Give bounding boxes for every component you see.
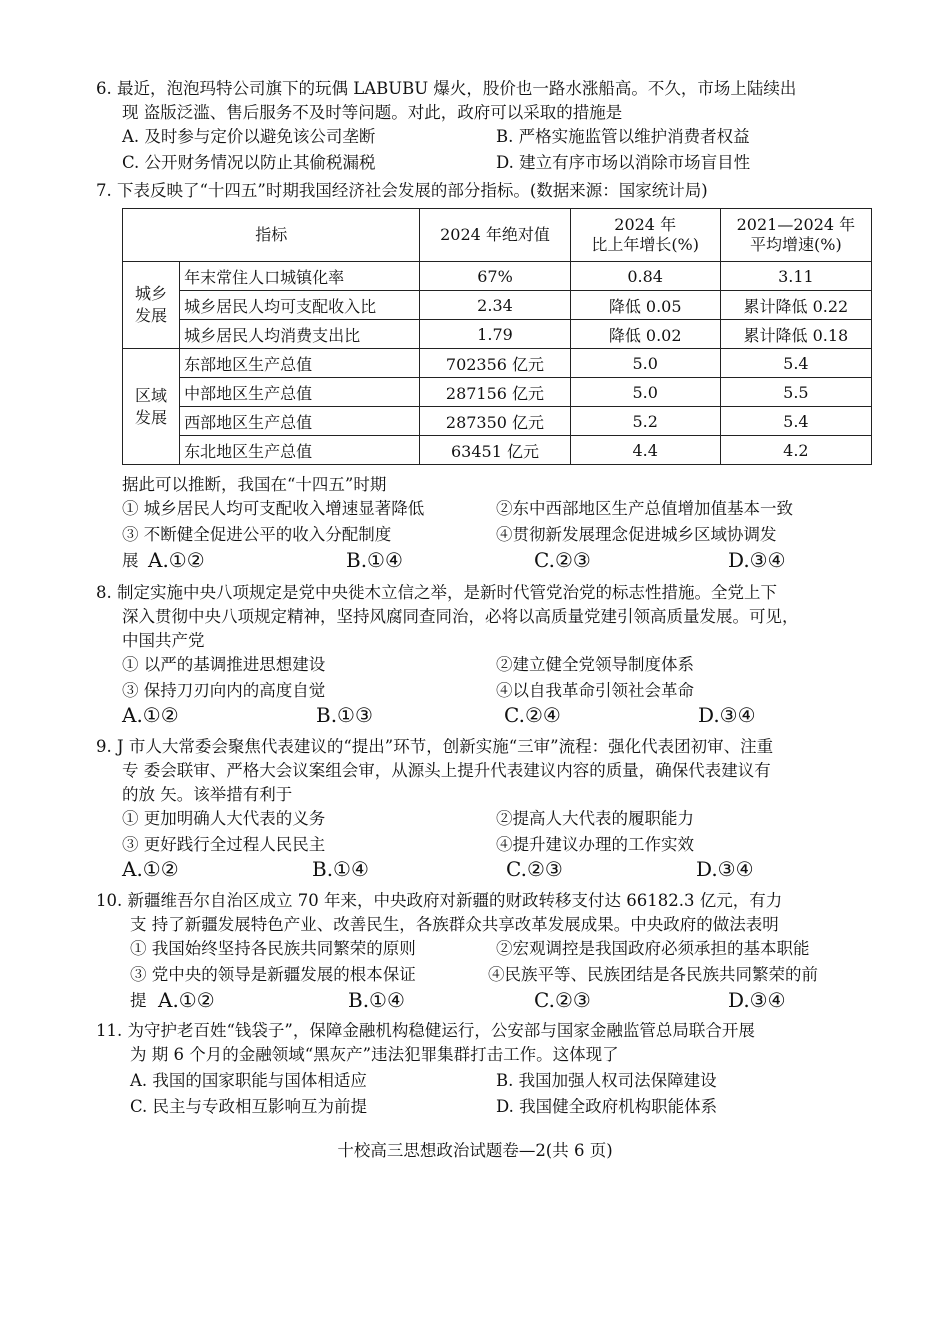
row-growth: 5.0 xyxy=(570,349,720,378)
q7-statement-4: ④贯彻新发展理念促进城乡区域协调发 xyxy=(496,525,777,544)
q7-stem: 7. 下表反映了“十四五”时期我国经济社会发展的部分指标。(数据来源：国家统计局) xyxy=(96,181,708,200)
q10-statement-4-tail: 提 xyxy=(130,991,147,1010)
q8-option-a: A.①② xyxy=(122,703,179,727)
q7-lead: 据此可以推断，我国在“十四五”时期 xyxy=(122,475,387,494)
group-urban-rural: 城乡 发展 xyxy=(123,262,180,349)
indicator-table xyxy=(122,208,872,465)
row-abs: 287156 亿元 xyxy=(420,378,570,407)
row-name: 中部地区生产总值 xyxy=(180,378,420,407)
q9-statement-1: ① 更加明确人大代表的义务 xyxy=(122,809,326,828)
q6-option-b: B. 严格实施监管以维护消费者权益 xyxy=(496,127,750,146)
q11-option-d: D. 我国健全政府机构职能体系 xyxy=(496,1097,718,1116)
q7-statement-2: ②东中西部地区生产总值增加值基本一致 xyxy=(496,499,793,518)
row-growth: 降低 0.05 xyxy=(570,291,720,320)
row-avg: 5.5 xyxy=(720,378,871,407)
row-avg: 累计降低 0.18 xyxy=(720,320,871,349)
q6-option-c: C. 公开财务情况以防止其偷税漏税 xyxy=(122,153,376,172)
table-header-row xyxy=(123,209,872,262)
q9-statement-4: ④提升建议办理的工作实效 xyxy=(496,835,694,854)
row-avg: 5.4 xyxy=(720,349,871,378)
row-name: 西部地区生产总值 xyxy=(180,407,420,436)
q10-option-d: D.③④ xyxy=(728,988,786,1012)
q10-statement-2: ②宏观调控是我国政府必须承担的基本职能 xyxy=(496,939,810,958)
row-growth: 4.4 xyxy=(570,436,720,465)
table-row xyxy=(123,436,872,465)
q8-statement-4: ④以自我革命引领社会革命 xyxy=(496,681,694,700)
q8-statement-1: ① 以严的基调推进思想建设 xyxy=(122,655,326,674)
q9-statement-2: ②提高人大代表的履职能力 xyxy=(496,809,694,828)
q6-stem-line2: 现 盗版泛滥、售后服务不及时等问题。对此，政府可以采取的措施是 xyxy=(122,103,623,122)
q9-option-d: D.③④ xyxy=(696,857,754,881)
header-indicator: 指标 xyxy=(123,209,420,262)
q6-option-d: D. 建立有序市场以消除市场盲目性 xyxy=(496,153,751,172)
row-name: 年末常住人口城镇化率 xyxy=(180,262,420,291)
q7-statement-4-tail: 展 xyxy=(122,551,139,570)
table-row xyxy=(123,291,872,320)
q8-option-c: C.②④ xyxy=(504,703,561,727)
q10-statement-3: ③ 党中央的领导是新疆发展的根本保证 xyxy=(130,965,416,984)
q6-option-a: A. 及时参与定价以避免该公司垄断 xyxy=(122,127,376,146)
q9-stem-line2: 专 委会联审、严格大会议案组会审，从源头上提升代表建议内容的质量，确保代表建议有 xyxy=(122,761,771,780)
q7-option-a: A.①② xyxy=(148,548,205,572)
q11-stem-line1: 11. 为守护老百姓“钱袋子”，保障金融机构稳健运行，公安部与国家金融监管总局联合开展 xyxy=(96,1021,755,1040)
q9-statement-3: ③ 更好践行全过程人民民主 xyxy=(122,835,326,854)
q10-option-a: A.①② xyxy=(158,988,215,1012)
header-average: 2021—2024 年 平均增速(%) xyxy=(720,209,871,262)
q8-option-d: D.③④ xyxy=(698,703,756,727)
q8-stem-line3: 中国共产党 xyxy=(122,631,205,650)
row-name: 东部地区生产总值 xyxy=(180,349,420,378)
q11-stem-line2: 为 期 6 个月的金融领域“黑灰产”违法犯罪集群打击工作。这体现了 xyxy=(130,1045,619,1064)
q8-statement-2: ②建立健全党领导制度体系 xyxy=(496,655,694,674)
q7-option-d: D.③④ xyxy=(728,548,786,572)
row-avg: 5.4 xyxy=(720,407,871,436)
row-abs: 1.79 xyxy=(420,320,570,349)
row-abs: 287350 亿元 xyxy=(420,407,570,436)
row-avg: 4.2 xyxy=(720,436,871,465)
row-growth: 0.84 xyxy=(570,262,720,291)
q9-option-a: A.①② xyxy=(122,857,179,881)
header-absolute: 2024 年绝对值 xyxy=(420,209,570,262)
row-name: 东北地区生产总值 xyxy=(180,436,420,465)
q8-statement-3: ③ 保持刀刃向内的高度自觉 xyxy=(122,681,326,700)
row-growth: 5.0 xyxy=(570,378,720,407)
row-avg: 3.11 xyxy=(720,262,871,291)
q11-option-b: B. 我国加强人权司法保障建设 xyxy=(496,1071,717,1090)
row-avg: 累计降低 0.22 xyxy=(720,291,871,320)
q10-stem-line1: 10. 新疆维吾尔自治区成立 70 年来，中央政府对新疆的财政转移支付达 66182.3 亿元，有力 xyxy=(96,891,783,910)
q9-stem-line3: 的放 矢。该举措有利于 xyxy=(122,785,293,804)
page-footer: 十校高三思想政治试题卷—2(共 6 页) xyxy=(337,1141,613,1160)
table-row xyxy=(123,320,872,349)
q7-statement-1: ① 城乡居民人均可支配收入增速显著降低 xyxy=(122,499,425,518)
q10-statement-4: ④民族平等、民族团结是各民族共同繁荣的前 xyxy=(488,965,818,984)
q7-option-b: B.①④ xyxy=(346,548,403,572)
row-abs: 2.34 xyxy=(420,291,570,320)
q6-stem-line1: 6. 最近，泡泡玛特公司旗下的玩偶 LABUBU 爆火，股价也一路水涨船高。不久，市场上陆续出 xyxy=(96,79,797,98)
q10-stem-line2: 支 持了新疆发展特色产业、改善民生，各族群众共享改革发展成果。中央政府的做法表明 xyxy=(130,915,779,934)
row-abs: 63451 亿元 xyxy=(420,436,570,465)
table-row xyxy=(123,349,872,378)
q7-option-c: C.②③ xyxy=(534,548,591,572)
q10-option-b: B.①④ xyxy=(348,988,405,1012)
q11-option-a: A. 我国的国家职能与国体相适应 xyxy=(130,1071,367,1090)
row-growth: 5.2 xyxy=(570,407,720,436)
q8-option-b: B.①③ xyxy=(316,703,373,727)
q8-stem-line1: 8. 制定实施中央八项规定是党中央徙木立信之举，是新时代管党治党的标志性措施。全党上下 xyxy=(96,583,777,602)
row-name: 城乡居民人均消费支出比 xyxy=(180,320,420,349)
q8-stem-line2: 深入贯彻中央八项规定精神，坚持风腐同查同治，必将以高质量党建引领高质量发展。可见， xyxy=(122,607,799,626)
q10-option-c: C.②③ xyxy=(534,988,591,1012)
table-row xyxy=(123,378,872,407)
q7-statement-3: ③ 不断健全促进公平的收入分配制度 xyxy=(122,525,392,544)
q10-statement-1: ① 我国始终坚持各民族共同繁荣的原则 xyxy=(130,939,416,958)
group-regional: 区域 发展 xyxy=(123,349,180,465)
q9-option-b: B.①④ xyxy=(312,857,369,881)
q9-stem-line1: 9. J 市人大常委会聚焦代表建议的“提出”环节，创新实施“三审”流程：强化代表团初审、注重 xyxy=(96,737,774,756)
q9-option-c: C.②③ xyxy=(506,857,563,881)
q11-option-c: C. 民主与专政相互影响互为前提 xyxy=(130,1097,368,1116)
table-row xyxy=(123,407,872,436)
header-growth: 2024 年 比上年增长(%) xyxy=(570,209,720,262)
row-growth: 降低 0.02 xyxy=(570,320,720,349)
table-row xyxy=(123,262,872,291)
row-name: 城乡居民人均可支配收入比 xyxy=(180,291,420,320)
row-abs: 67% xyxy=(420,262,570,291)
row-abs: 702356 亿元 xyxy=(420,349,570,378)
